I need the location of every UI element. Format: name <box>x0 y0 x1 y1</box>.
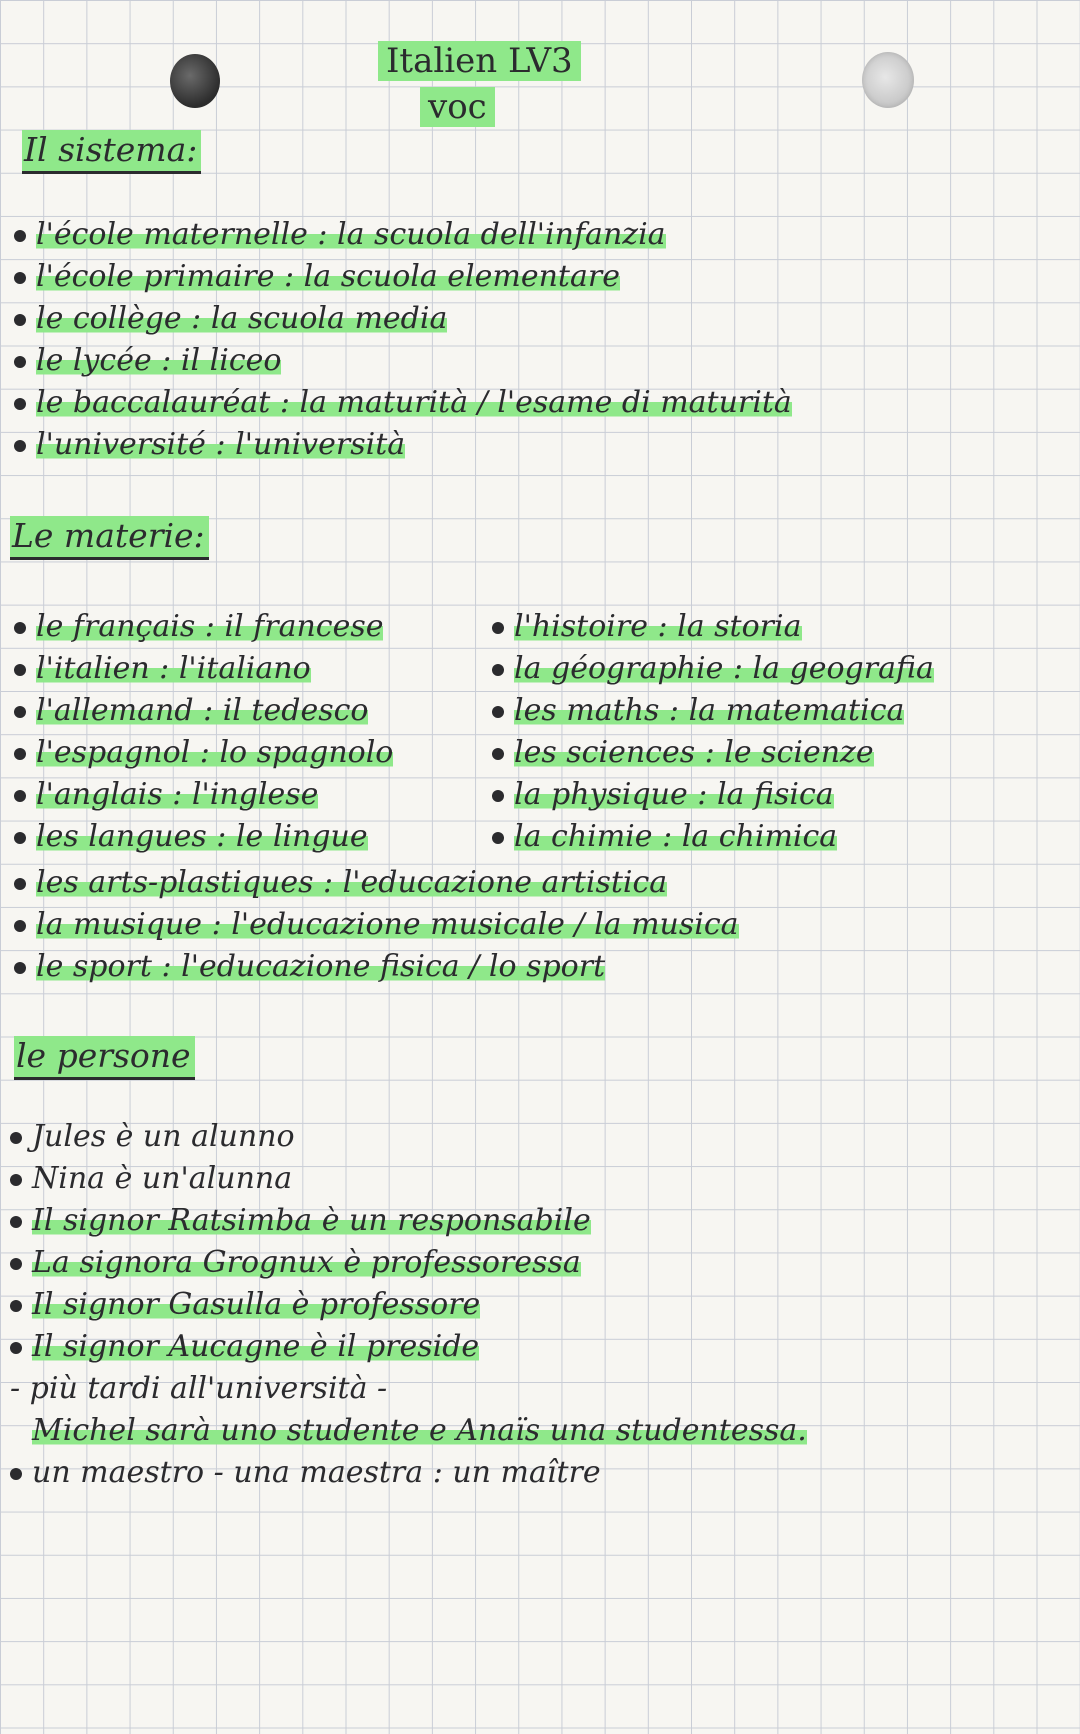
list-item: l'école maternelle : la scuola dell'infanzia <box>14 214 792 256</box>
list-item: le baccalauréat : la maturità / l'esame di maturità <box>14 382 792 424</box>
list-item: l'italien : l'italiano <box>14 648 393 690</box>
bullet-icon <box>10 1468 22 1480</box>
bullet-icon <box>14 748 26 760</box>
list-item: l'espagnol : lo spagnolo <box>14 732 393 774</box>
list-item: l'université : l'università <box>14 424 792 466</box>
bullet-icon <box>492 664 504 676</box>
list-item: le sport : l'educazione fisica / lo sport <box>14 946 739 988</box>
bullet-icon <box>492 706 504 718</box>
page-subtitle: voc <box>420 86 495 128</box>
bullet-icon <box>10 1132 22 1144</box>
list-materie-wide <box>14 862 739 988</box>
list-item: Il signor Gasulla è professore <box>10 1284 807 1326</box>
page-title: Italien LV3 <box>378 40 581 82</box>
bullet-icon <box>14 920 26 932</box>
bullet-icon <box>10 1300 22 1312</box>
list-item: la physique : la fisica <box>492 774 934 816</box>
list-item: Il signor Ratsimba è un responsabile <box>10 1200 807 1242</box>
bullet-icon <box>10 1342 22 1354</box>
bullet-icon <box>14 832 26 844</box>
list-item: Michel sarà uno studente e Anaïs una studentessa. <box>32 1413 807 1448</box>
bullet-icon <box>14 622 26 634</box>
list-sistema <box>14 214 792 466</box>
punch-hole-left <box>170 54 220 108</box>
bullet-icon <box>10 1216 22 1228</box>
bullet-icon <box>10 1258 22 1270</box>
bullet-icon <box>492 832 504 844</box>
heading-materie: Le materie: <box>10 516 209 555</box>
bullet-icon <box>14 440 26 452</box>
list-item: les sciences : le scienze <box>492 732 934 774</box>
list-item: l'école primaire : la scuola elementare <box>14 256 792 298</box>
list-item: la chimie : la chimica <box>492 816 934 858</box>
bullet-icon <box>14 706 26 718</box>
list-item: les maths : la matematica <box>492 690 934 732</box>
bullet-icon <box>14 664 26 676</box>
bullet-icon <box>14 272 26 284</box>
bullet-icon <box>10 1174 22 1186</box>
list-item: le lycée : il liceo <box>14 340 792 382</box>
list-item: Nina è un'alunna <box>10 1158 807 1200</box>
list-item: la musique : l'educazione musicale / la musica <box>14 904 739 946</box>
bullet-icon <box>492 622 504 634</box>
bullet-icon <box>492 790 504 802</box>
list-item: les langues : le lingue <box>14 816 393 858</box>
bullet-icon <box>14 398 26 410</box>
list-item: le français : il francese <box>14 606 393 648</box>
bullet-icon <box>14 230 26 242</box>
list-item: le collège : la scuola media <box>14 298 792 340</box>
list-item: l'histoire : la storia <box>492 606 934 648</box>
list-item: les arts-plastiques : l'educazione artistica <box>14 862 739 904</box>
list-item: La signora Grognux è professoressa <box>10 1242 807 1284</box>
bullet-icon <box>14 878 26 890</box>
list-item: - più tardi all'università - <box>10 1371 388 1406</box>
bullet-icon <box>14 962 26 974</box>
bullet-icon <box>14 356 26 368</box>
list-materie-left <box>14 606 393 858</box>
list-item: la géographie : la geografia <box>492 648 934 690</box>
bullet-icon <box>14 790 26 802</box>
heading-sistema: Il sistema: <box>22 130 201 169</box>
bullet-icon <box>14 314 26 326</box>
list-item: Il signor Aucagne è il preside <box>10 1326 807 1368</box>
list-persone <box>10 1116 807 1494</box>
list-materie-right <box>492 606 934 858</box>
punch-hole-right <box>862 52 914 108</box>
list-item: l'anglais : l'inglese <box>14 774 393 816</box>
bullet-icon <box>492 748 504 760</box>
list-item: l'allemand : il tedesco <box>14 690 393 732</box>
list-item: un maestro - una maestra : un maître <box>10 1452 807 1494</box>
heading-persone: le persone <box>14 1036 195 1075</box>
list-item: Jules è un alunno <box>10 1116 807 1158</box>
